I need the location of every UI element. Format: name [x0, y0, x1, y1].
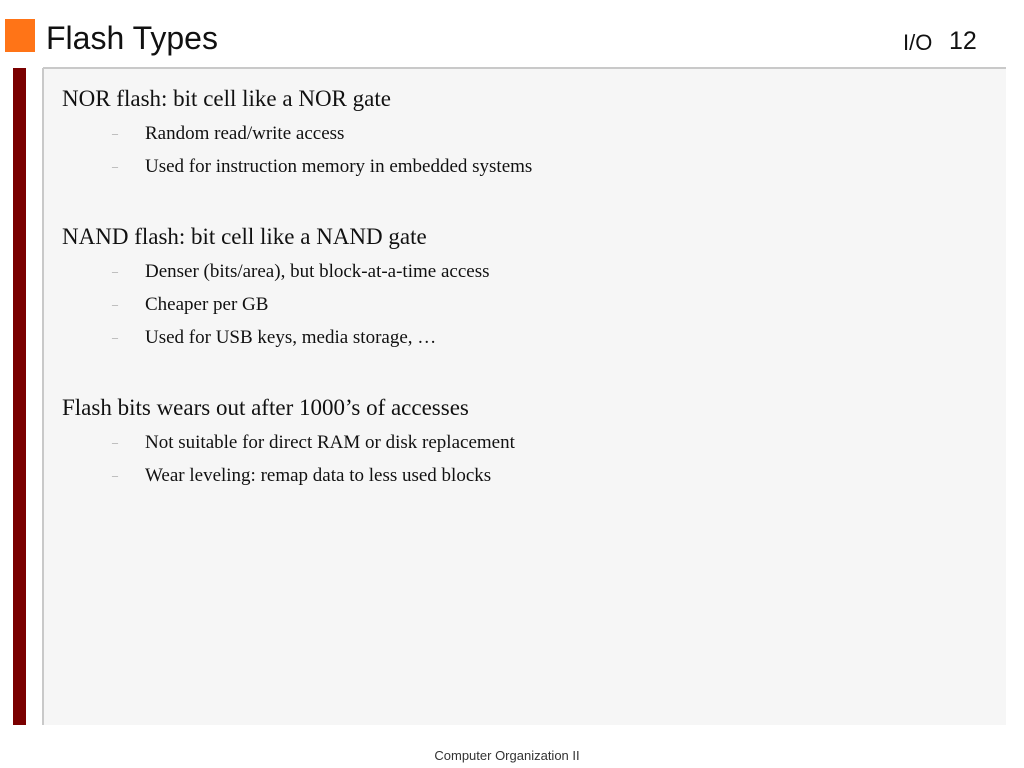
bullet-main: NOR flash: bit cell like a NOR gate [62, 86, 391, 111]
slide-footer: Computer Organization II [434, 748, 580, 763]
bullet-group-nor [62, 84, 992, 183]
bullet-sub [62, 150, 992, 183]
dash-bullet-icon: – [112, 297, 118, 311]
bullet-sub-text: Used for USB keys, media storage, … [145, 327, 437, 348]
dash-bullet-icon: – [112, 468, 118, 482]
bullet-sub-text: Random read/write access [145, 123, 345, 144]
slide-title: Flash Types [46, 20, 218, 56]
bullet-group-nand [62, 222, 992, 354]
dash-bullet-icon: – [112, 330, 118, 344]
content-left-divider [42, 68, 44, 725]
bullet-sub [62, 459, 992, 492]
section-label: I/O [903, 30, 933, 55]
title-accent-square [5, 19, 35, 52]
dash-bullet-icon: – [112, 126, 118, 140]
left-accent-bar [13, 68, 26, 725]
bullet-group-wear [62, 393, 992, 492]
bullet-sub [62, 426, 992, 459]
dash-bullet-icon: – [112, 159, 118, 173]
bullet-sub-text: Not suitable for direct RAM or disk replacement [145, 432, 515, 453]
dash-bullet-icon: – [112, 435, 118, 449]
bullet-sub-text: Cheaper per GB [145, 294, 269, 315]
slide-number: 12 [949, 27, 977, 55]
bullet-sub-text: Used for instruction memory in embedded systems [145, 156, 533, 177]
bullet-sub [62, 117, 992, 150]
bullet-sub [62, 288, 992, 321]
bullet-sub-text: Denser (bits/area), but block-at-a-time access [145, 261, 490, 282]
bullet-sub-text: Wear leveling: remap data to less used blocks [145, 465, 492, 486]
bullet-sub [62, 255, 992, 288]
bullet-sub [62, 321, 992, 354]
bullet-list [62, 84, 992, 531]
bullet-main: Flash bits wears out after 1000’s of accesses [62, 395, 469, 420]
bullet-main: NAND flash: bit cell like a NAND gate [62, 224, 427, 249]
dash-bullet-icon: – [112, 264, 118, 278]
